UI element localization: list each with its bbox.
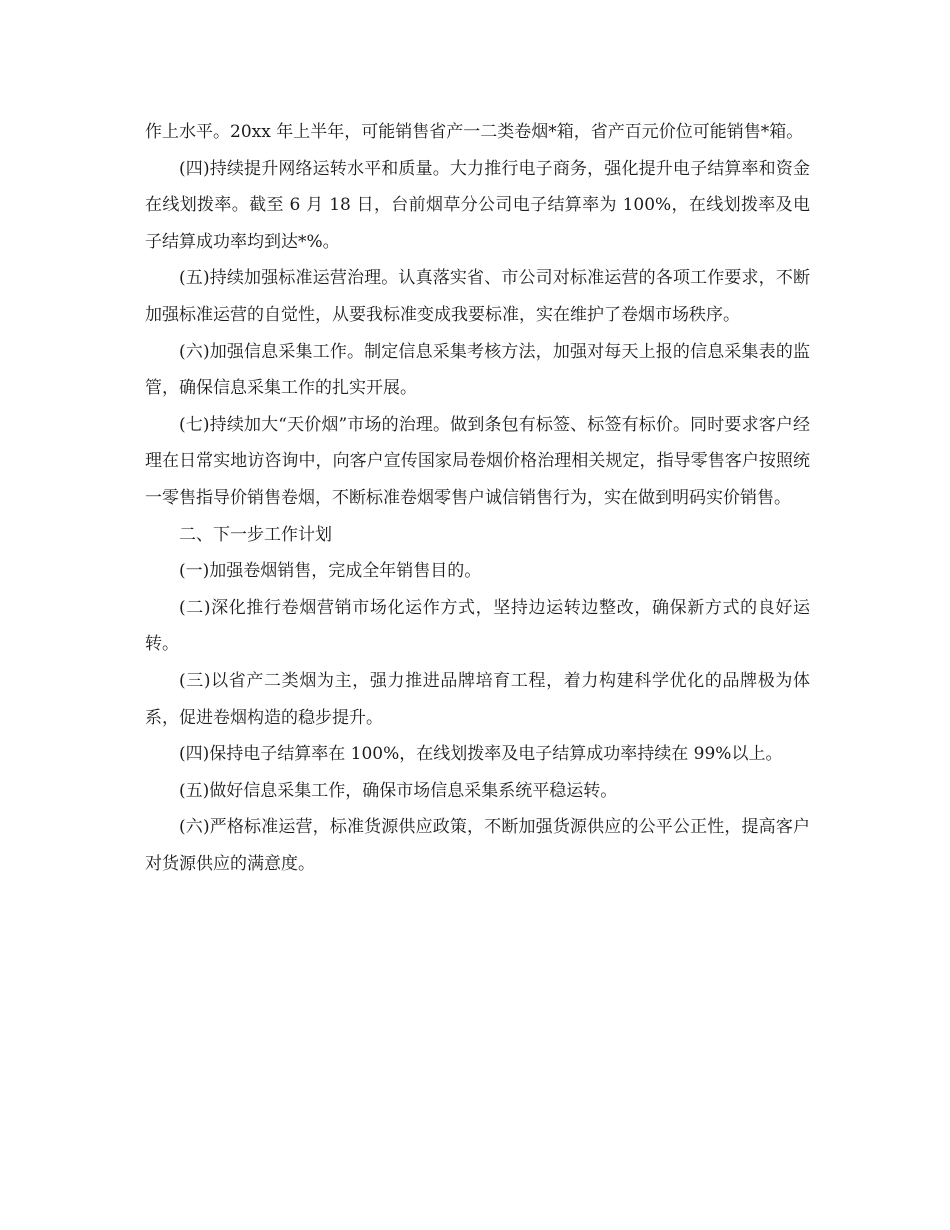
plan-item-6: (六)严格标准运营，标准货源供应政策，不断加强货源供应的公平公正性，提高客户对货源供应的满意度。 [145,817,810,874]
plan-item-3: (三)以省产二类烟为主，强力推进品牌培育工程，着力构建科学优化的品牌极为体系，促进卷烟构造的稳步提升。 [145,670,810,728]
paragraph-standard-operation: (五)持续加强标准运营治理。认真落实省、市公司对标准运营的各项工作要求，不断加强标准运营的自觉性，从要我标准变成我要标准，实在维护了卷烟市场秩序。 [145,268,810,325]
paragraph-price-governance: (七)持续加大“天价烟”市场的治理。做到条包有标签、标签有标价。同时要求客户经理在日常实地访咨询中，向客户宣传国家局卷烟价格治理相关规定，指导零售客户按照统一零售指导价销售卷烟，不断标准卷烟零售户诚信销售行为，实在做到明码实价销售。 [145,414,810,508]
plan-item-2: (二)深化推行卷烟营销市场化运作方式，坚持边运转边整改，确保新方式的良好运转。 [145,597,810,655]
plan-item-5: (五)做好信息采集工作，确保市场信息采集系统平稳运转。 [179,780,618,801]
plan-item-4: (四)保持电子结算率在 100%，在线划拨率及电子结算成功率持续在 99%以上。 [179,744,783,765]
section-heading-next-plan: 二、下一步工作计划 [179,524,332,545]
paragraph-info-collection: (六)加强信息采集工作。制定信息采集考核方法，加强对每天上报的信息采集表的监管，确保信息采集工作的扎实开展。 [145,341,810,399]
paragraph-continuation: 作上水平。20xx 年上半年，可能销售省产一二类卷烟*箱，省产百元价位可能销售*箱。 [145,122,804,142]
paragraph-network-operation: (四)持续提升网络运转水平和质量。大力推行电子商务，强化提升电子结算率和资金在线划拨率。截至 6 月 18 日，台前烟草分公司电子结算率为 100%，在线划拨率及电子结算成功率均到达*%。 [145,158,810,252]
plan-item-1: (一)加强卷烟销售，完成全年销售目的。 [179,561,482,582]
document-body [145,114,810,882]
